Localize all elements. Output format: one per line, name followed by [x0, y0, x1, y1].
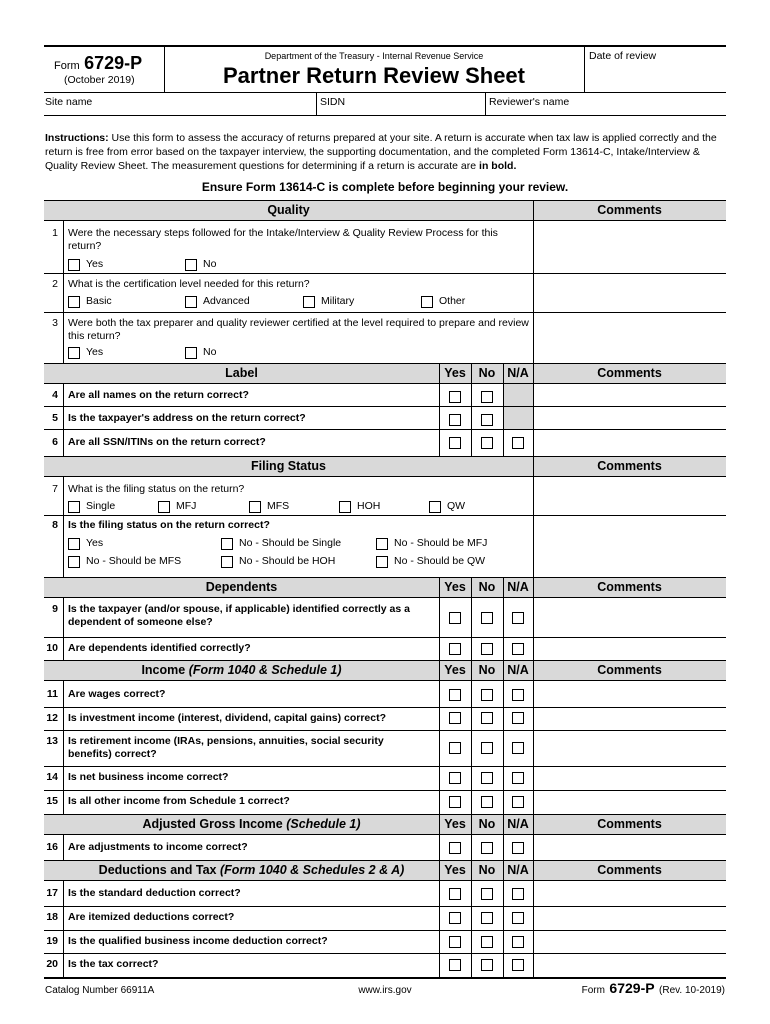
footer-form-id: Form 6729-P (Rev. 10-2019) [581, 980, 725, 996]
q13-na-checkbox[interactable] [512, 742, 524, 754]
reviewer-name-label: Reviewer's name [489, 96, 570, 108]
q10-no-checkbox[interactable] [481, 643, 493, 655]
q5-yes-checkbox[interactable] [449, 414, 461, 426]
instructions [45, 131, 729, 173]
sidn-label: SIDN [320, 96, 346, 108]
row-number: 18 [46, 911, 58, 923]
q19-na-checkbox[interactable] [512, 936, 524, 948]
q20-no-checkbox[interactable] [481, 959, 493, 971]
other-checkbox[interactable] [421, 296, 433, 308]
no-header: No [478, 863, 496, 877]
question-14: Is net business income correct? [68, 771, 229, 783]
other-label: Other [439, 295, 466, 307]
fs-yes-checkbox[interactable] [68, 538, 80, 550]
q9-na-checkbox[interactable] [512, 612, 524, 624]
no-mfs-label: No - Should be MFS [86, 555, 182, 567]
basic-label: Basic [86, 295, 112, 307]
yes-header: Yes [444, 863, 466, 877]
instructions-lead: Instructions: [45, 132, 109, 144]
yes-header: Yes [444, 580, 466, 594]
advanced-checkbox[interactable] [185, 296, 197, 308]
q18-na-checkbox[interactable] [512, 912, 524, 924]
quality-section-title: Quality [267, 203, 310, 217]
row-number: 9 [52, 603, 58, 615]
q1-no-checkbox[interactable] [185, 259, 197, 271]
question-3: Were both the tax preparer and quality reviewer certified at the level required to prepare and review this return? [68, 317, 529, 342]
q16-no-checkbox[interactable] [481, 842, 493, 854]
basic-checkbox[interactable] [68, 296, 80, 308]
filing-status-section-title: Filing Status [251, 459, 326, 473]
yes-header: Yes [444, 817, 466, 831]
mfs-label: MFS [267, 500, 290, 512]
row-number: 14 [46, 771, 58, 783]
no-hoh-checkbox[interactable] [221, 556, 233, 568]
header-rule [44, 92, 726, 93]
comments-header: Comments [597, 863, 662, 877]
field-rule [44, 115, 726, 116]
comments-header: Comments [597, 203, 662, 217]
site-name-label: Site name [45, 96, 93, 108]
no-qw-checkbox[interactable] [376, 556, 388, 568]
question-7: What is the filing status on the return? [68, 483, 245, 495]
instructions-body: Use this form to assess the accuracy of returns prepared at your site. A return is accurate when tax law is applied correctly and the return is free from error based on the taxpayer interview, the supporting documentation, and the completed Form 13614-C, Intake/Interview & Quality Review Sheet. The measurement questions for determining if a return is accurate are [45, 132, 717, 172]
q6-no-checkbox[interactable] [481, 437, 493, 449]
military-label: Military [321, 295, 355, 307]
question-19: Is the qualified business income deduction correct? [68, 935, 328, 947]
question-8: Is the filing status on the return correct? [68, 519, 270, 531]
question-1: Were the necessary steps followed for the Intake/Interview & Quality Review Process for this return? [68, 227, 498, 252]
question-15: Is all other income from Schedule 1 correct? [68, 795, 290, 807]
question-18: Are itemized deductions correct? [68, 911, 235, 923]
form-number-block [54, 53, 142, 74]
catalog-number: Catalog Number 66911A [45, 985, 155, 996]
row-number: 8 [52, 519, 58, 531]
q19-yes-checkbox[interactable] [449, 936, 461, 948]
no-single-label: No - Should be Single [239, 537, 342, 549]
question-10: Are dependents identified correctly? [68, 642, 251, 654]
no-header: No [478, 663, 496, 677]
question-20: Is the tax correct? [68, 958, 159, 970]
question-12: Is investment income (interest, dividend, capital gains) correct? [68, 712, 386, 724]
row-number: 17 [46, 887, 58, 899]
row-number: 6 [52, 436, 58, 448]
row-number: 11 [46, 688, 58, 700]
yes-header: Yes [444, 663, 466, 677]
row-number: 7 [52, 483, 58, 495]
row-number: 13 [46, 735, 58, 747]
field-divider [316, 92, 317, 115]
q12-na-checkbox[interactable] [512, 712, 524, 724]
qw-label: QW [447, 500, 466, 512]
no-mfj-label: No - Should be MFJ [394, 537, 488, 549]
row-number: 4 [52, 389, 58, 401]
q18-no-checkbox[interactable] [481, 912, 493, 924]
q10-na-checkbox[interactable] [512, 643, 524, 655]
sidn-input[interactable] [360, 95, 480, 113]
reviewer-name-input[interactable] [580, 95, 724, 113]
label-section-title: Label [225, 366, 258, 380]
no-header: No [478, 817, 496, 831]
dependents-section-title: Dependents [205, 580, 278, 594]
question-17: Is the standard deduction correct? [68, 887, 241, 899]
top-rule [44, 45, 726, 47]
row-number: 3 [52, 317, 58, 329]
question-9: Is the taxpayer (and/or spouse, if applicable) identified correctly as a dependent of someone else? [68, 603, 410, 628]
q3-yes-label: Yes [86, 346, 104, 358]
question-16: Are adjustments to income correct? [68, 841, 248, 853]
instructions-bold-end: in bold. [479, 160, 517, 172]
header-divider [584, 46, 585, 92]
row-number: 12 [46, 712, 58, 724]
q11-no-checkbox[interactable] [481, 689, 493, 701]
q1-yes-label: Yes [86, 258, 104, 270]
q3-no-label: No [203, 346, 217, 358]
question-5: Is the taxpayer's address on the return correct? [68, 412, 306, 424]
q3-no-checkbox[interactable] [185, 347, 197, 359]
q15-na-checkbox[interactable] [512, 796, 524, 808]
q17-no-checkbox[interactable] [481, 888, 493, 900]
income-section-title: Income (Form 1040 & Schedule 1) [141, 663, 342, 677]
comments-header: Comments [597, 580, 662, 594]
military-checkbox[interactable] [303, 296, 315, 308]
q1-yes-checkbox[interactable] [68, 259, 80, 271]
no-hoh-label: No - Should be HOH [239, 555, 336, 567]
q15-yes-checkbox[interactable] [449, 796, 461, 808]
q5-no-checkbox[interactable] [481, 414, 493, 426]
q17-yes-checkbox[interactable] [449, 888, 461, 900]
form-word: Form [54, 60, 80, 72]
mfj-checkbox[interactable] [158, 501, 170, 513]
comments-header: Comments [597, 366, 662, 380]
q3-yes-checkbox[interactable] [68, 347, 80, 359]
q19-no-checkbox[interactable] [481, 936, 493, 948]
row-number: 20 [46, 958, 58, 970]
date-of-review-label: Date of review [589, 50, 657, 62]
page-title: Partner Return Review Sheet [223, 63, 525, 88]
na-header: N/A [507, 580, 529, 594]
row-number: 2 [52, 278, 58, 290]
no-header: No [478, 580, 496, 594]
q9-yes-checkbox[interactable] [449, 612, 461, 624]
question-11: Are wages correct? [68, 688, 166, 700]
comments-header: Comments [597, 817, 662, 831]
q14-no-checkbox[interactable] [481, 772, 493, 784]
q20-yes-checkbox[interactable] [449, 959, 461, 971]
row-number: 5 [52, 412, 58, 424]
comments-header: Comments [597, 663, 662, 677]
q13-no-checkbox[interactable] [481, 742, 493, 754]
na-header: N/A [507, 366, 529, 380]
question-13: Is retirement income (IRAs, pensions, annuities, social security benefits) correct? [68, 735, 384, 760]
q16-na-checkbox[interactable] [512, 842, 524, 854]
single-label: Single [86, 500, 116, 512]
hoh-checkbox[interactable] [339, 501, 351, 513]
date-of-review-input[interactable] [589, 66, 724, 90]
question-2: What is the certification level needed for this return? [68, 278, 310, 290]
no-single-checkbox[interactable] [221, 538, 233, 550]
agi-section-title: Adjusted Gross Income (Schedule 1) [142, 817, 361, 831]
q6-na-checkbox[interactable] [512, 437, 524, 449]
q12-no-checkbox[interactable] [481, 712, 493, 724]
na-header: N/A [507, 817, 529, 831]
q14-yes-checkbox[interactable] [449, 772, 461, 784]
q11-yes-checkbox[interactable] [449, 689, 461, 701]
row-number: 19 [46, 935, 58, 947]
row-number: 1 [52, 227, 58, 239]
hoh-label: HOH [357, 500, 381, 512]
question-4: Are all names on the return correct? [68, 389, 249, 401]
q4-yes-checkbox[interactable] [449, 391, 461, 403]
comments-header: Comments [597, 459, 662, 473]
fs-yes-label: Yes [86, 537, 104, 549]
mfs-checkbox[interactable] [249, 501, 261, 513]
q20-na-checkbox[interactable] [512, 959, 524, 971]
q4-no-checkbox[interactable] [481, 391, 493, 403]
na-header: N/A [507, 863, 529, 877]
form-number: 6729-P [84, 53, 143, 73]
q11-na-checkbox[interactable] [512, 689, 524, 701]
department-line: Department of the Treasury - Internal Revenue Service [264, 51, 484, 61]
row-number: 16 [46, 841, 58, 853]
yes-header: Yes [444, 366, 466, 380]
no-qw-label: No - Should be QW [394, 555, 486, 567]
mfj-label: MFJ [176, 500, 197, 512]
q16-yes-checkbox[interactable] [449, 842, 461, 854]
field-divider [485, 92, 486, 115]
website: www.irs.gov [358, 985, 412, 996]
deductions-section-title: Deductions and Tax (Form 1040 & Schedules 2 & A) [98, 863, 405, 877]
row-number: 15 [46, 795, 58, 807]
qw-checkbox[interactable] [429, 501, 441, 513]
q15-no-checkbox[interactable] [481, 796, 493, 808]
q17-na-checkbox[interactable] [512, 888, 524, 900]
q10-yes-checkbox[interactable] [449, 643, 461, 655]
q14-na-checkbox[interactable] [512, 772, 524, 784]
single-checkbox[interactable] [68, 501, 80, 513]
question-6: Are all SSN/ITINs on the return correct? [68, 436, 266, 448]
q18-yes-checkbox[interactable] [449, 912, 461, 924]
q6-yes-checkbox[interactable] [449, 437, 461, 449]
no-mfj-checkbox[interactable] [376, 538, 388, 550]
form-date: (October 2019) [64, 74, 135, 86]
q9-no-checkbox[interactable] [481, 612, 493, 624]
ensure-note: Ensure Form 13614-C is complete before beginning your review. [201, 180, 569, 194]
row-number: 10 [46, 642, 58, 654]
na-header: N/A [507, 663, 529, 677]
site-name-input[interactable] [120, 95, 310, 113]
advanced-label: Advanced [203, 295, 250, 307]
no-mfs-checkbox[interactable] [68, 556, 80, 568]
q13-yes-checkbox[interactable] [449, 742, 461, 754]
q12-yes-checkbox[interactable] [449, 712, 461, 724]
q1-no-label: No [203, 258, 217, 270]
no-header: No [478, 366, 496, 380]
